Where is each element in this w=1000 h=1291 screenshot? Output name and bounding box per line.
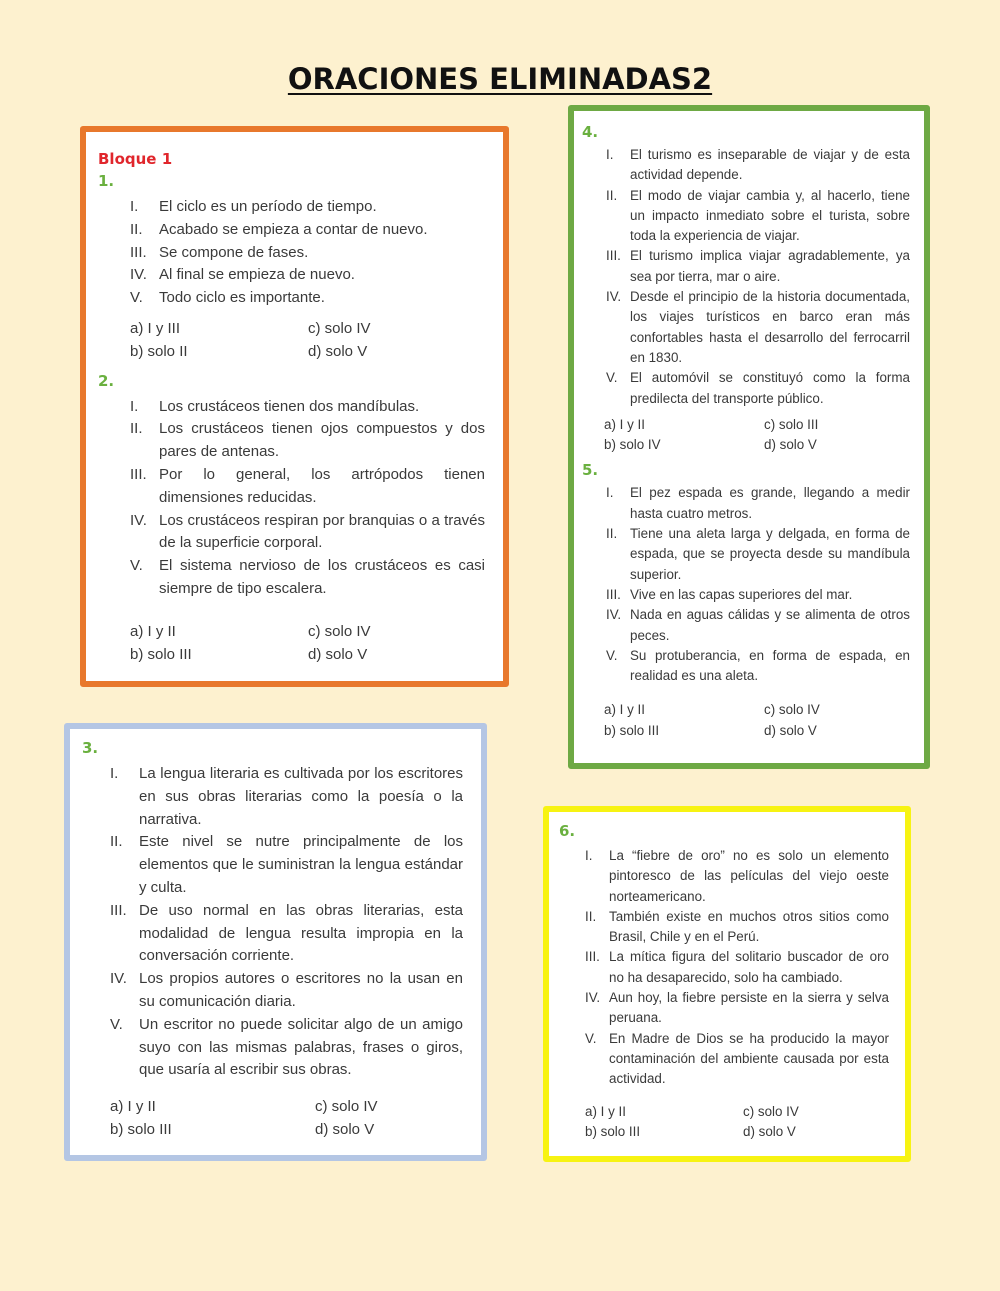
- statement-item: [82, 900, 463, 968]
- statement-text: En Madre de Dios se ha producido la mayor contaminación del ambiente causada por esta actividad.: [609, 1030, 889, 1087]
- roman-numeral: III.: [585, 949, 600, 965]
- bloque-heading: Bloque 1: [98, 150, 173, 168]
- statement-item: [582, 483, 910, 524]
- roman-numeral: II.: [130, 220, 143, 238]
- answer-options: [582, 415, 910, 456]
- roman-numeral: III.: [130, 243, 147, 261]
- roman-numeral: III.: [606, 586, 621, 602]
- statement-item: [98, 287, 485, 310]
- statement-item: [582, 246, 910, 287]
- answer-option[interactable]: c) solo IV: [764, 702, 820, 718]
- statement-text: Se compone de fases.: [159, 243, 309, 261]
- roman-numeral: V.: [606, 647, 618, 663]
- question-number: 6.: [559, 822, 576, 840]
- statement-text: El sistema nervioso de los crustáceos es casi siempre de tipo escalera.: [159, 557, 485, 597]
- answer-option[interactable]: d) solo V: [308, 645, 368, 663]
- roman-numeral: V.: [130, 289, 143, 307]
- statement-item: [582, 287, 910, 368]
- statement-item: [82, 968, 463, 1014]
- statement-text: Los crustáceos tienen ojos compuestos y dos pares de antenas.: [159, 420, 485, 461]
- question-4: [582, 123, 910, 455]
- statement-item: [582, 585, 910, 605]
- roman-numeral: I.: [130, 198, 139, 215]
- statement-item: [98, 464, 485, 510]
- answer-option[interactable]: b) solo III: [110, 1120, 172, 1138]
- answer-option[interactable]: c) solo IV: [308, 622, 371, 640]
- roman-numeral: III.: [130, 465, 147, 483]
- statement-text: El turismo implica viajar agradablemente, ya sea por tierra, mar o aire.: [630, 248, 910, 284]
- answer-option[interactable]: d) solo V: [764, 722, 817, 738]
- statement-text: La “fiebre de oro” no es solo un elemento pintoresco de las películas del viejo oeste norteamericano.: [609, 848, 889, 904]
- answer-option[interactable]: a) I y II: [130, 622, 176, 640]
- statement-list: [98, 396, 485, 601]
- answer-options: [559, 1102, 889, 1143]
- statement-item: [82, 763, 463, 831]
- statement-item: [98, 418, 485, 464]
- roman-numeral: V.: [130, 557, 143, 575]
- statement-list: [82, 763, 463, 1082]
- statement-item: [559, 988, 889, 1029]
- statement-text: Por lo general, los artrópodos tienen dimensiones reducidas.: [159, 465, 485, 506]
- question-6: [559, 822, 889, 1142]
- statement-item: [98, 555, 485, 601]
- statement-text: La mítica figura del solitario buscador de oro no ha desaparecido, solo ha cambiado.: [609, 949, 889, 985]
- roman-numeral: V.: [606, 370, 618, 386]
- statement-item: [582, 524, 910, 585]
- roman-numeral: IV.: [130, 511, 147, 529]
- statement-list: [582, 483, 910, 686]
- roman-numeral: I.: [606, 147, 614, 162]
- question-number: 3.: [82, 739, 99, 757]
- roman-numeral: I.: [606, 485, 614, 501]
- roman-numeral: IV.: [585, 990, 601, 1006]
- question-5: [582, 461, 910, 741]
- question-number: 2.: [98, 371, 115, 390]
- statement-item: [559, 846, 889, 907]
- answer-option[interactable]: d) solo V: [315, 1120, 375, 1138]
- answer-options: [98, 318, 485, 364]
- question-number: 1.: [98, 172, 115, 190]
- statement-item: [82, 831, 463, 899]
- statement-text: Los crustáceos respiran por branquias o a través de la superficie corporal.: [159, 511, 485, 552]
- page-title: ORACIONES ELIMINADAS2: [287, 62, 713, 96]
- statement-text: Al final se empieza de nuevo.: [159, 266, 355, 284]
- statement-text: Los crustáceos tienen dos mandíbulas.: [159, 397, 420, 415]
- statement-item: [98, 219, 485, 242]
- answer-options: [82, 1096, 463, 1142]
- answer-option[interactable]: d) solo V: [764, 437, 817, 453]
- roman-numeral: III.: [606, 248, 621, 264]
- answer-option[interactable]: c) solo IV: [315, 1098, 378, 1116]
- roman-numeral: IV.: [606, 607, 622, 623]
- statement-item: [98, 242, 485, 265]
- roman-numeral: I.: [585, 848, 593, 863]
- statement-item: [582, 186, 910, 247]
- statement-text: Acabado se empieza a contar de nuevo.: [159, 220, 428, 238]
- roman-numeral: IV.: [606, 289, 622, 305]
- statement-text: Nada en aguas cálidas y se alimenta de otros peces.: [630, 607, 910, 643]
- roman-numeral: V.: [110, 1015, 123, 1033]
- statement-text: Vive en las capas superiores del mar.: [630, 586, 853, 602]
- statement-item: [98, 196, 485, 219]
- statement-list: [559, 846, 889, 1090]
- statement-item: [98, 264, 485, 287]
- answer-option[interactable]: a) I y II: [585, 1103, 626, 1119]
- statement-text: El pez espada es grande, llegando a medir hasta cuatro metros.: [630, 485, 910, 521]
- statement-text: El automóvil se constituyó como la forma predilecta del transporte público.: [630, 370, 910, 406]
- statement-text: Todo ciclo es importante.: [159, 289, 325, 307]
- roman-numeral: V.: [585, 1030, 597, 1046]
- statement-text: Desde el principio de la historia documentada, los viajes turísticos en barco eran más confortables hasta el desarrollo del ferrocarril en 1830.: [630, 289, 910, 365]
- answer-option[interactable]: b) solo IV: [604, 437, 661, 453]
- roman-numeral: IV.: [110, 970, 127, 988]
- statement-text: La lengua literaria es cultivada por los escritores en sus obras literarias como la poesía o la narrativa.: [139, 765, 463, 828]
- statement-text: También existe en muchos otros sitios como Brasil, Chile y en el Perú.: [609, 908, 889, 945]
- question-box-4-5: [568, 105, 930, 769]
- statement-item: [582, 605, 910, 646]
- roman-numeral: IV.: [130, 266, 147, 284]
- statement-text: Tiene una aleta larga y delgada, en forma de espada, que se proyecta desde su mandíbula superior.: [630, 526, 910, 582]
- roman-numeral: III.: [110, 901, 127, 919]
- roman-numeral: II.: [130, 420, 143, 438]
- answer-option[interactable]: b) solo III: [604, 722, 660, 738]
- answer-options: [582, 700, 910, 741]
- question-box-1-2: [80, 126, 509, 687]
- statement-text: Aun hoy, la fiebre persiste en la sierra y selva peruana.: [609, 990, 889, 1026]
- statement-item: [582, 368, 910, 409]
- statement-item: [98, 510, 485, 556]
- answer-option[interactable]: c) solo IV: [308, 319, 371, 337]
- statement-item: [82, 1014, 463, 1082]
- answer-option[interactable]: a) I y III: [130, 319, 181, 337]
- roman-numeral: I.: [110, 765, 119, 782]
- answer-option[interactable]: d) solo V: [743, 1123, 796, 1139]
- statement-item: [98, 396, 485, 419]
- question-box-6: [543, 806, 911, 1162]
- statement-item: [582, 145, 910, 186]
- answer-option[interactable]: b) solo III: [130, 645, 192, 663]
- statement-item: [582, 646, 910, 687]
- statement-text: Este nivel se nutre principalmente de los elementos que le suministran la lengua estándar y culta.: [139, 833, 463, 896]
- answer-option[interactable]: a) I y II: [110, 1098, 156, 1116]
- roman-numeral: II.: [110, 833, 123, 851]
- statement-item: [559, 947, 889, 988]
- question-number: 5.: [582, 461, 599, 480]
- answer-option[interactable]: c) solo III: [764, 416, 819, 432]
- roman-numeral: II.: [606, 526, 618, 542]
- answer-option[interactable]: a) I y II: [604, 416, 645, 432]
- question-box-3: [64, 723, 487, 1161]
- statement-text: El ciclo es un período de tiempo.: [159, 198, 377, 215]
- question-number: 4.: [582, 123, 599, 141]
- statement-text: El modo de viajar cambia y, al hacerlo, tiene un impacto inmediato sobre el turista, sobre toda la experiencia de viajar.: [630, 187, 910, 244]
- answer-option[interactable]: c) solo IV: [743, 1103, 799, 1119]
- statement-text: Su protuberancia, en forma de espada, en realidad es una aleta.: [630, 647, 910, 684]
- question-1: [98, 172, 485, 364]
- roman-numeral: II.: [606, 187, 618, 203]
- statement-list: [98, 196, 485, 310]
- statement-text: Los propios autores o escritores no la usan en su comunicación diaria.: [139, 970, 463, 1010]
- statement-text: El turismo es inseparable de viajar y de esta actividad depende.: [630, 147, 910, 183]
- statement-text: De uso normal en las obras literarias, esta modalidad de lengua resulta impropia en la conversación corriente.: [139, 901, 463, 965]
- question-3: [82, 739, 463, 1142]
- statement-list: [582, 145, 910, 409]
- statement-item: [559, 907, 889, 948]
- statement-text: Un escritor no puede solicitar algo de un amigo suyo con las mismas palabras, frases o giros, que usaría al escribir sus obras.: [139, 1015, 463, 1079]
- statement-item: [559, 1029, 889, 1090]
- answer-option[interactable]: d) solo V: [308, 342, 368, 360]
- answer-option[interactable]: b) solo II: [130, 342, 188, 360]
- answer-option[interactable]: b) solo III: [585, 1123, 641, 1139]
- roman-numeral: II.: [585, 908, 597, 924]
- answer-options: [98, 621, 485, 667]
- question-2: [98, 372, 485, 667]
- answer-option[interactable]: a) I y II: [604, 702, 645, 718]
- roman-numeral: I.: [130, 397, 139, 415]
